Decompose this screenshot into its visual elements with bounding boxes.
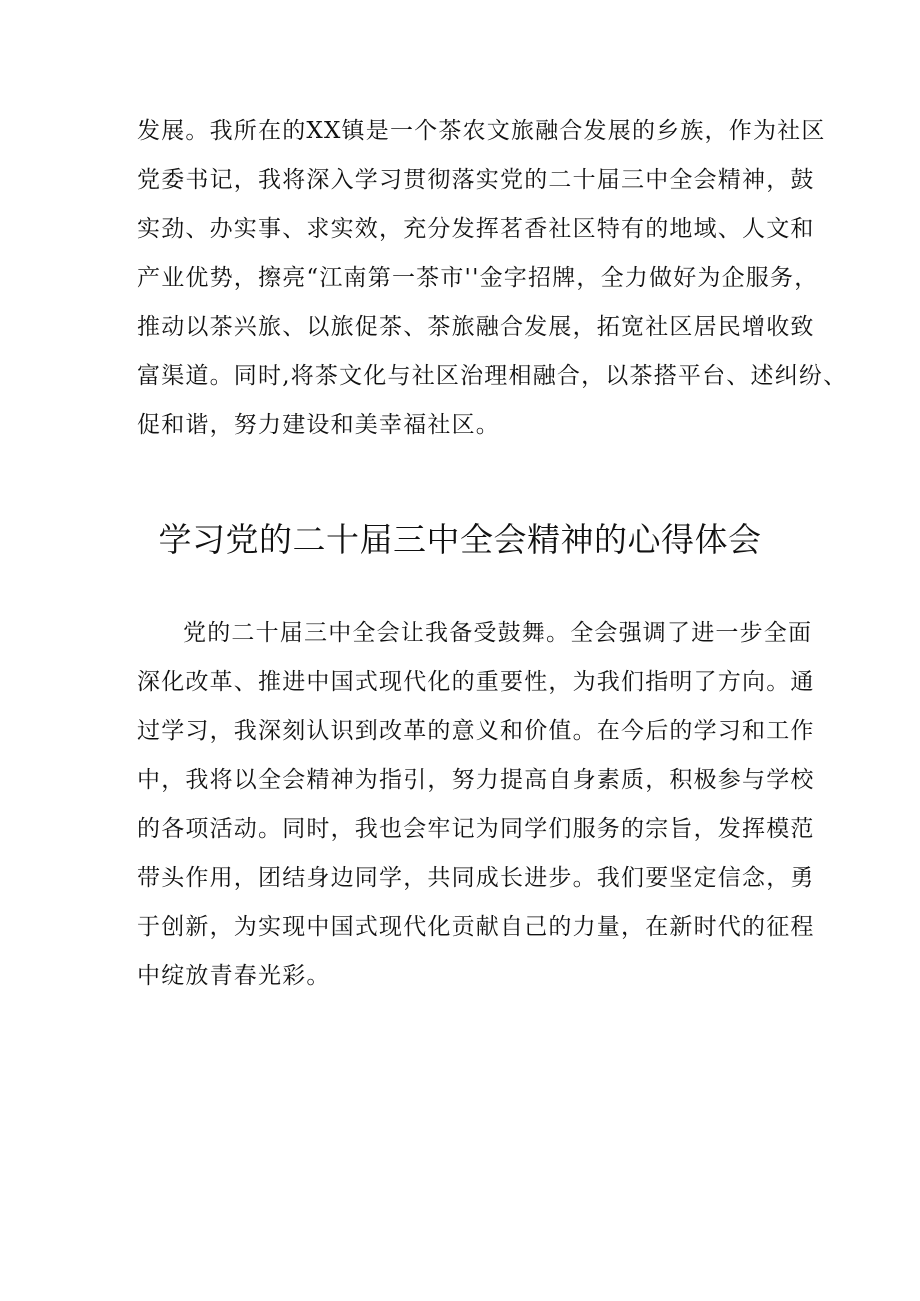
- paragraph-line: 中，我将以全会精神为指引，努力提高自身素质，积极参与学校: [137, 767, 815, 793]
- paragraph-line: 实劲、办实事、求实效，充分发挥茗香社区特有的地域、人文和: [137, 216, 815, 242]
- paragraph-line: 推动以茶兴旅、以旅促茶、茶旅融合发展，拓宽社区居民增收致: [137, 314, 815, 340]
- essay-title: 学习党的二十届三中全会精神的心得体会: [158, 520, 762, 559]
- paragraph-line: 发展。我所在的XX镇是一个茶农文旅融合发展的乡族，作为社区: [137, 118, 826, 144]
- paragraph-line: 促和谐，努力建设和美幸福社区。: [137, 412, 500, 438]
- paragraph-line: 带头作用，团结身边同学，共同成长进步。我们要坚定信念，勇: [137, 865, 815, 891]
- paragraph-line: 于创新，为实现中国式现代化贡献自己的力量，在新时代的征程: [137, 914, 815, 940]
- paragraph-line: 富渠道。同时,将茶文化与社区治理相融合，以茶搭平台、述纠纷、: [137, 363, 848, 389]
- paragraph-line: 的各项活动。同时，我也会牢记为同学们服务的宗旨，发挥模范: [137, 816, 815, 842]
- paragraph-line: 党的二十届三中全会让我备受鼓舞。全会强调了进一步全面: [183, 620, 813, 646]
- paragraph-line: 深化改革、推进中国式现代化的重要性，为我们指明了方向。通: [137, 669, 815, 695]
- paragraph-line: 过学习，我深刻认识到改革的意义和价值。在今后的学习和工作: [137, 718, 815, 744]
- paragraph-line: 中绽放青春光彩。: [137, 963, 331, 989]
- paragraph-line: 党委书记，我将深入学习贯彻落实党的二十届三中全会精神，鼓: [137, 167, 815, 193]
- paragraph-line: 产业优势，擦亮“江南第一茶市''金字招牌，全力做好为企服务，: [137, 265, 819, 291]
